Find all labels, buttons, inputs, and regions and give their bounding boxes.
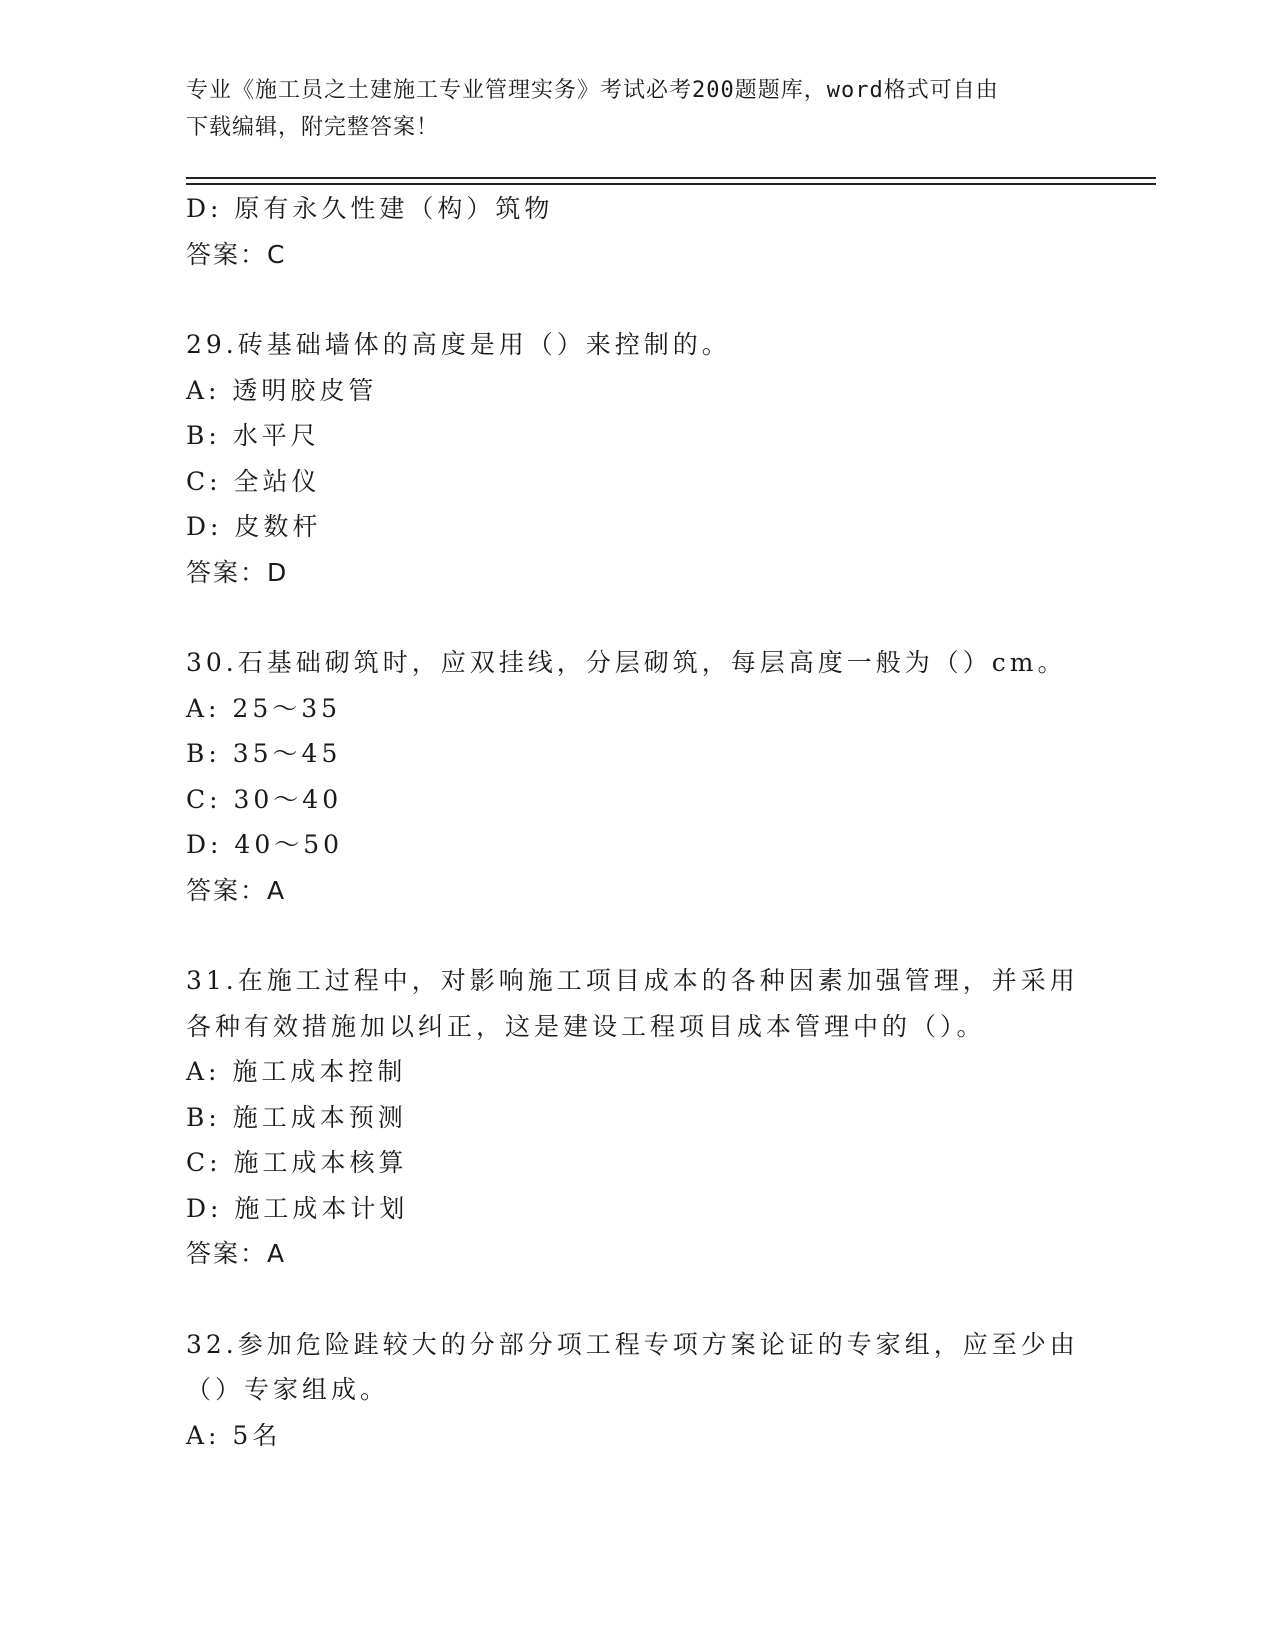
- question-stem-line-2: 各种有效措施加以纠正，这是建设工程项目成本管理中的（）。: [186, 1011, 986, 1041]
- header-title-line-1: 专业《施工员之土建施工专业管理实务》考试必考200题题库，word格式可自由: [186, 78, 999, 103]
- option-b: B: 水平尺: [186, 421, 320, 450]
- question-29: [186, 322, 1086, 595]
- question-28: [186, 186, 1086, 277]
- option-a: A: 透明胶皮管: [186, 375, 378, 405]
- question-30: [186, 640, 1086, 913]
- option-c: C: 30～40: [186, 784, 343, 814]
- option-b: B: 35～45: [186, 739, 342, 768]
- header-title-line-2: 下载编辑，附完整答案！: [186, 115, 440, 140]
- document-header: [186, 72, 1086, 146]
- option-d: D: 施工成本计划: [186, 1193, 409, 1223]
- option-d: D: 皮数杆: [186, 512, 322, 541]
- header-divider-bottom: [186, 183, 1156, 185]
- option-c: C: 全站仪: [186, 466, 321, 496]
- question-list: [186, 186, 1086, 1458]
- option-a: A: 25～35: [186, 693, 342, 723]
- option-d: D: 原有永久性建（构）筑物: [186, 194, 554, 223]
- question-stem-line-2: （）专家组成。: [186, 1375, 390, 1404]
- option-a: A: 施工成本控制: [186, 1057, 407, 1086]
- question-stem: 30.石基础砌筑时，应双挂线，分层砌筑，每层高度一般为（）cm。: [186, 648, 1067, 677]
- spacer: [186, 913, 1086, 958]
- header-divider-top: [186, 177, 1156, 179]
- spacer: [186, 595, 1086, 640]
- option-c: C: 施工成本核算: [186, 1148, 408, 1177]
- option-b: B: 施工成本预测: [186, 1102, 407, 1132]
- answer-label: 答案：A: [186, 1239, 287, 1268]
- answer-label: 答案：A: [186, 875, 287, 905]
- question-stem: 29.砖基础墙体的高度是用（）来控制的。: [186, 330, 731, 359]
- answer-label: 答案：D: [186, 557, 289, 587]
- question-stem-line-1: 31.在施工过程中，对影响施工项目成本的各种因素加强管理，并采用: [186, 966, 1079, 995]
- spacer: [186, 1277, 1086, 1322]
- option-d: D: 40～50: [186, 830, 344, 859]
- question-32: [186, 1322, 1086, 1459]
- answer-label: 答案：C: [186, 239, 287, 269]
- question-31: [186, 958, 1086, 1277]
- question-stem-line-1: 32.参加危险跬较大的分部分项工程专项方案论证的专家组，应至少由: [186, 1329, 1079, 1359]
- spacer: [186, 277, 1086, 322]
- option-a: A: 5名: [186, 1420, 282, 1450]
